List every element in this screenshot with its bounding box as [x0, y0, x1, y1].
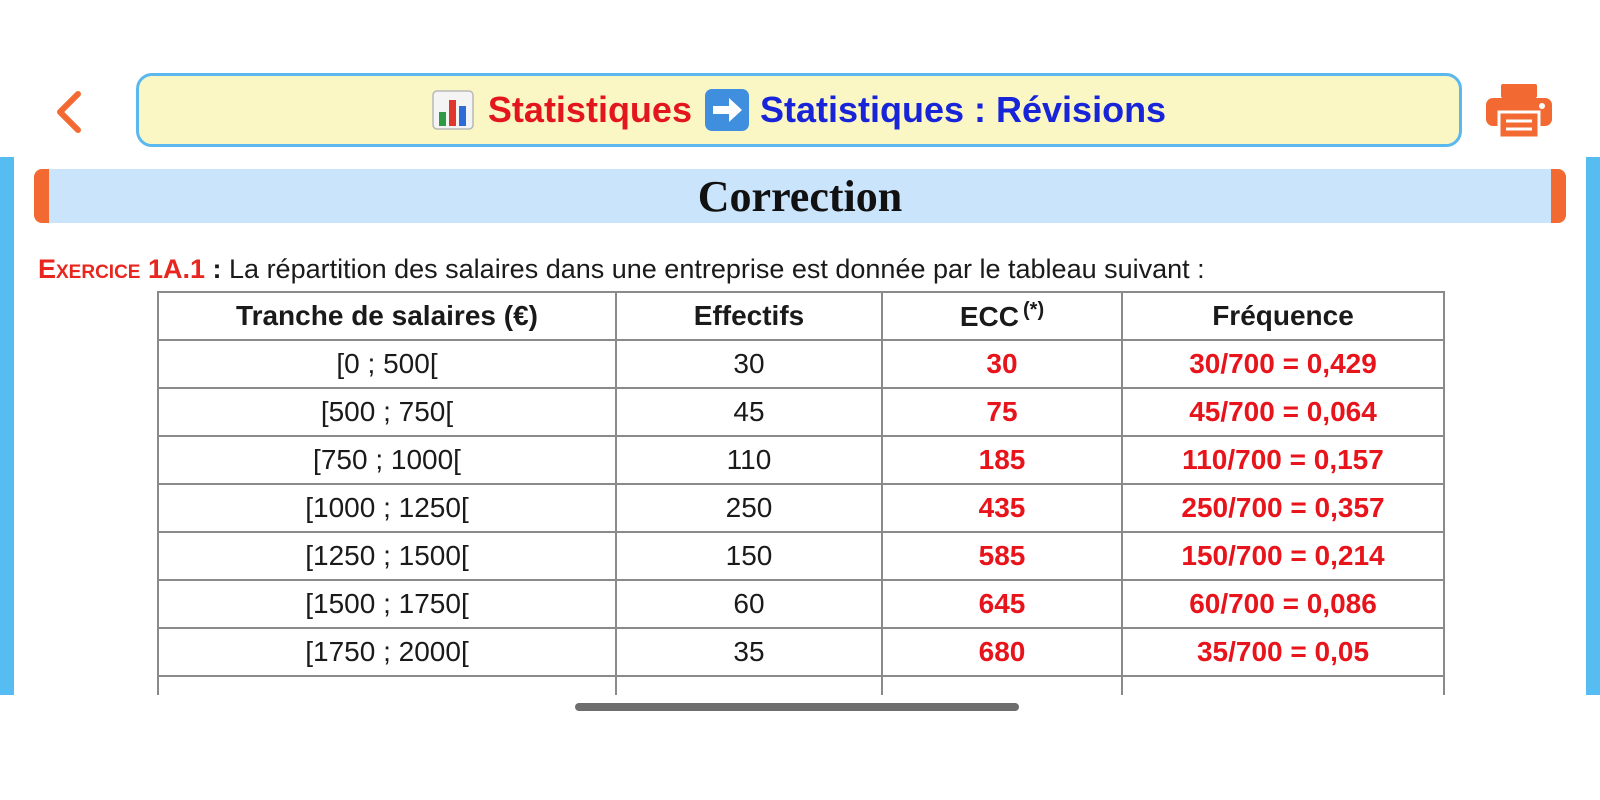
cell-ecc: 585	[882, 532, 1122, 580]
table-row-partial	[158, 676, 1444, 695]
cell-ecc: 75	[882, 388, 1122, 436]
right-edge-bar	[1586, 157, 1600, 695]
content-viewport[interactable]	[0, 157, 1600, 695]
cell-tranche: [0 ; 500[	[158, 340, 616, 388]
cell-frequence: 30/700 = 0,429	[1122, 340, 1444, 388]
chevron-left-icon	[48, 86, 92, 138]
cell-frequence: 110/700 = 0,157	[1122, 436, 1444, 484]
header-effectifs: Effectifs	[616, 292, 882, 340]
cell-effectifs: 250	[616, 484, 882, 532]
salary-table	[157, 291, 1445, 695]
cell-tranche: [1500 ; 1750[	[158, 580, 616, 628]
header-ecc-note: (*)	[1023, 299, 1045, 321]
exercise-colon: :	[212, 254, 222, 284]
section-banner	[34, 169, 1566, 223]
left-edge-bar	[0, 157, 14, 695]
cell-ecc: 185	[882, 436, 1122, 484]
cell-empty	[158, 676, 616, 695]
cell-empty	[616, 676, 882, 695]
cell-effectifs: 110	[616, 436, 882, 484]
table-row	[158, 436, 1444, 484]
cell-effectifs: 35	[616, 628, 882, 676]
cell-tranche: [1250 ; 1500[	[158, 532, 616, 580]
breadcrumb-chapter[interactable]: Statistiques	[487, 89, 692, 130]
header-tranche: Tranche de salaires (€)	[158, 292, 616, 340]
table-row	[158, 580, 1444, 628]
printer-icon	[1484, 82, 1554, 140]
breadcrumb-page: Statistiques : Révisions	[759, 89, 1167, 130]
table-row	[158, 484, 1444, 532]
back-button[interactable]	[48, 86, 92, 138]
table-row	[158, 388, 1444, 436]
breadcrumb	[136, 73, 1462, 147]
cell-ecc: 30	[882, 340, 1122, 388]
horizontal-scrollbar[interactable]	[575, 703, 1019, 711]
header-ecc-label: ECC	[959, 301, 1019, 332]
cell-effectifs: 30	[616, 340, 882, 388]
cell-tranche: [500 ; 750[	[158, 388, 616, 436]
cell-effectifs: 45	[616, 388, 882, 436]
cell-empty	[1122, 676, 1444, 695]
cell-frequence: 150/700 = 0,214	[1122, 532, 1444, 580]
cell-tranche: [1000 ; 1250[	[158, 484, 616, 532]
table-row	[158, 340, 1444, 388]
bar-chart-emoji-icon	[432, 90, 474, 130]
header-frequence: Fréquence	[1122, 292, 1444, 340]
exercise-statement	[38, 254, 1558, 285]
section-title: Correction	[697, 171, 903, 221]
print-button[interactable]	[1484, 82, 1554, 140]
cell-ecc: 645	[882, 580, 1122, 628]
cell-frequence: 45/700 = 0,064	[1122, 388, 1444, 436]
right-arrow-emoji-icon	[704, 88, 750, 132]
cell-effectifs: 60	[616, 580, 882, 628]
table-header-row	[158, 292, 1444, 340]
cell-frequence: 35/700 = 0,05	[1122, 628, 1444, 676]
exercise-text: La répartition des salaires dans une entreprise est donnée par le tableau suivant :	[221, 254, 1205, 284]
cell-effectifs: 150	[616, 532, 882, 580]
cell-tranche: [750 ; 1000[	[158, 436, 616, 484]
exercise-label: Exercice 1A.1	[38, 254, 206, 284]
table-row	[158, 628, 1444, 676]
table-row	[158, 532, 1444, 580]
cell-empty	[882, 676, 1122, 695]
cell-frequence: 60/700 = 0,086	[1122, 580, 1444, 628]
cell-ecc: 435	[882, 484, 1122, 532]
cell-ecc: 680	[882, 628, 1122, 676]
header-ecc	[882, 292, 1122, 340]
cell-tranche: [1750 ; 2000[	[158, 628, 616, 676]
cell-frequence: 250/700 = 0,357	[1122, 484, 1444, 532]
